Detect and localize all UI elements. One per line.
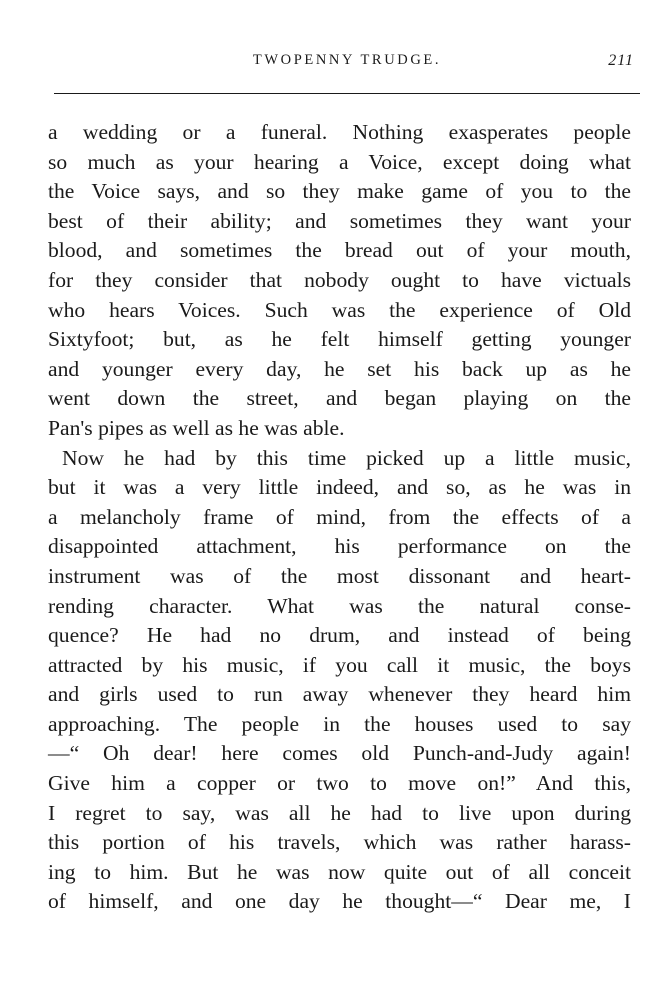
- text-line: and younger every day, he set his back up as he: [48, 356, 631, 381]
- text-line: the Voice says, and so they make game of you to the: [48, 179, 631, 204]
- text-line: but it was a very little indeed, and so, as he was in: [48, 475, 631, 500]
- paragraph: [48, 444, 631, 918]
- paragraph: [48, 118, 631, 444]
- running-title: TWOPENNY TRUDGE.: [252, 52, 442, 68]
- text-line: —“ Oh dear! here comes old Punch-and-Judy again!: [48, 741, 631, 766]
- text-line: attracted by his music, if you call it music, the boys: [48, 652, 631, 677]
- text-line: a melancholy frame of mind, from the effects of a: [48, 504, 631, 529]
- text-line: went down the street, and began playing on the: [48, 386, 631, 411]
- text-line: quence? He had no drum, and instead of being: [48, 623, 631, 648]
- text-line: of himself, and one day he thought—“ Dear me, I: [48, 889, 631, 914]
- text-line: Now he had by this time picked up a little music,: [62, 445, 631, 470]
- text-line: ing to him. But he was now quite out of all conceit: [48, 859, 631, 884]
- page-number: 211: [608, 52, 634, 69]
- text-line: rending character. What was the natural conse-: [48, 593, 631, 618]
- text-line: I regret to say, was all he had to live upon during: [48, 800, 631, 825]
- text-line: and girls used to run away whenever they heard him: [48, 682, 631, 707]
- text-line: who hears Voices. Such was the experience of Old: [48, 297, 631, 322]
- text-line: Pan's pipes as well as he was able.: [48, 415, 345, 440]
- text-line: for they consider that nobody ought to have victuals: [48, 267, 631, 292]
- text-line: so much as your hearing a Voice, except doing what: [48, 149, 631, 174]
- text-line: approaching. The people in the houses used to say: [48, 711, 631, 736]
- text-line: instrument was of the most dissonant and heart-: [48, 563, 631, 588]
- header-rule: [54, 93, 640, 94]
- text-line: a wedding or a funeral. Nothing exasperates people: [48, 120, 631, 144]
- text-line: blood, and sometimes the bread out of your mouth,: [48, 238, 631, 263]
- page-header: [54, 46, 640, 86]
- body-text: [48, 118, 631, 917]
- text-line: best of their ability; and sometimes they want your: [48, 208, 631, 233]
- text-line: this portion of his travels, which was rather harass-: [48, 830, 631, 855]
- text-line: Give him a copper or two to move on!” And this,: [48, 771, 631, 796]
- text-line: disappointed attachment, his performance on the: [48, 534, 631, 559]
- text-line: Sixtyfoot; but, as he felt himself getting younger: [48, 327, 631, 352]
